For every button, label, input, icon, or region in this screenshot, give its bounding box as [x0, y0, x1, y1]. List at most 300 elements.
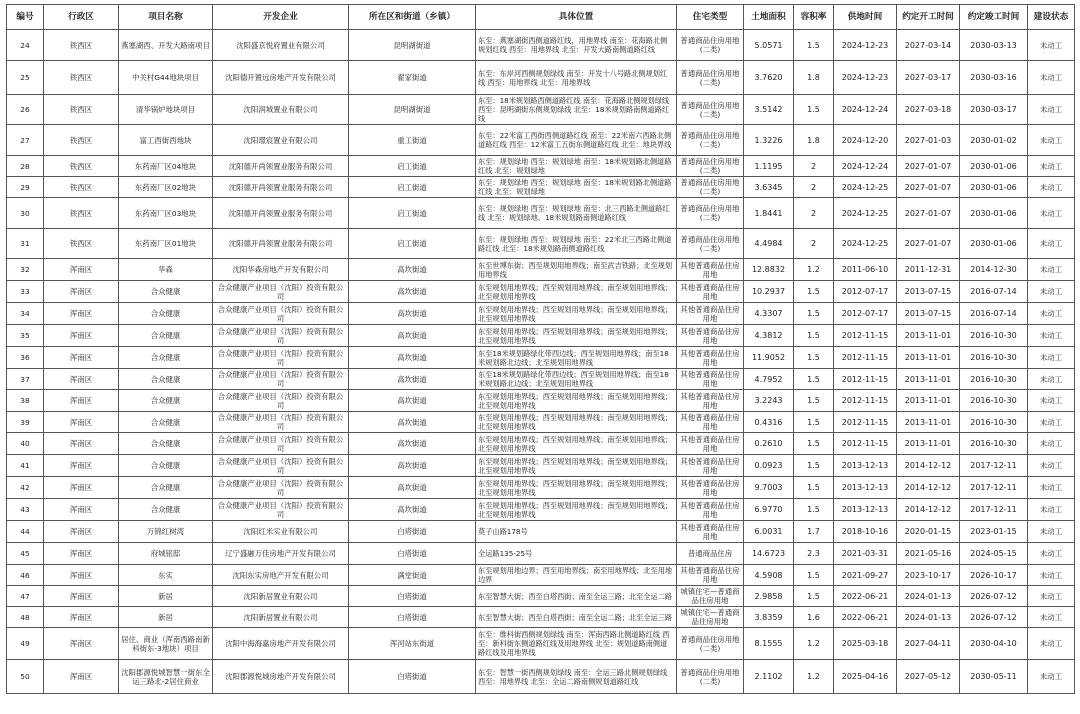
cell-no: 36: [7, 347, 44, 369]
cell-supply-date: 2012-11-15: [834, 369, 897, 390]
cell-developer: 合众健康产业项目（沈阳）投资有限公司: [213, 499, 349, 521]
cell-end-date: 2016-07-14: [960, 281, 1028, 303]
cell-street: 高坎街道: [349, 325, 476, 347]
cell-supply-date: 2024-12-25: [834, 177, 897, 198]
cell-no: 29: [7, 177, 44, 198]
cell-status: 未动工: [1028, 61, 1075, 95]
cell-start-date: 2013-11-01: [897, 369, 960, 390]
cell-supply-date: 2013-12-13: [834, 499, 897, 521]
header-end-date: 约定竣工时间: [960, 5, 1028, 30]
cell-district: 浑南区: [44, 499, 119, 521]
cell-no: 28: [7, 156, 44, 177]
header-far: 容积率: [794, 5, 834, 30]
cell-project: 合众健康: [119, 433, 213, 455]
cell-area: 2.1102: [744, 660, 794, 694]
cell-area: 1.8441: [744, 198, 794, 229]
cell-end-date: 2017-12-11: [960, 455, 1028, 477]
cell-start-date: 2013-11-01: [897, 325, 960, 347]
cell-end-date: 2016-10-30: [960, 369, 1028, 390]
cell-district: 浑南区: [44, 412, 119, 433]
header-street: 所在区和街道（乡镇）: [349, 5, 476, 30]
cell-location: 东至规划用地界线；西至规划用地界线；南至规划用地界线；北至规划用地界线: [476, 433, 677, 455]
cell-supply-date: 2024-12-25: [834, 229, 897, 259]
cell-street: 启工街道: [349, 156, 476, 177]
cell-area: 4.5908: [744, 565, 794, 586]
cell-type: 其他普通商品住房用地: [677, 303, 744, 325]
cell-start-date: 2027-01-07: [897, 177, 960, 198]
cell-developer: 沈阳德开尚领置业服务有限公司: [213, 156, 349, 177]
cell-location: 东至规划用地界线；西至规划用地界线；南至规划用地界线；北至规划用地界线: [476, 390, 677, 412]
cell-type: 普通商品住房用地(二类): [677, 177, 744, 198]
cell-area: 4.7952: [744, 369, 794, 390]
cell-district: 浑南区: [44, 586, 119, 607]
cell-area: 3.2243: [744, 390, 794, 412]
cell-location: 东至规划用地界线；西至规划用地界线；南至规划用地界线；北至规划用地界线: [476, 281, 677, 303]
cell-project: 新居: [119, 586, 213, 607]
table-row: [7, 281, 1075, 303]
cell-no: 42: [7, 477, 44, 499]
table-row: [7, 433, 1075, 455]
cell-location: 东至：维科街西侧规划绿线 南至：浑南西路北侧道路红线 西至：新科街东侧道路红线及用地界线 北至：规划道路南侧道路红线及用地界线: [476, 628, 677, 660]
cell-project: 合众健康: [119, 477, 213, 499]
cell-status: 未动工: [1028, 607, 1075, 628]
cell-project: 合众健康: [119, 303, 213, 325]
cell-status: 未动工: [1028, 499, 1075, 521]
cell-district: 铁西区: [44, 177, 119, 198]
cell-location: 东至18米规划路绿化带西边线；西至规划用地界线；南至18米规划路北边线；北至规划用地界线: [476, 369, 677, 390]
table-row: [7, 660, 1075, 694]
cell-street: 满堂街道: [349, 565, 476, 586]
cell-status: 未动工: [1028, 259, 1075, 281]
cell-no: 41: [7, 455, 44, 477]
cell-developer: 沈阳华森房地产开发有限公司: [213, 259, 349, 281]
cell-area: 11.9052: [744, 347, 794, 369]
cell-street: 高坎街道: [349, 303, 476, 325]
cell-no: 26: [7, 95, 44, 125]
table-row: [7, 499, 1075, 521]
cell-no: 24: [7, 30, 44, 61]
cell-start-date: 2027-01-07: [897, 229, 960, 259]
cell-location: 东至规划用地界线；西至规划用地界线；南至规划用地界线；北至规划用地界线: [476, 477, 677, 499]
cell-far: 1.5: [794, 455, 834, 477]
cell-project: 合众健康: [119, 499, 213, 521]
cell-location: 东至：18米规划路西侧道路红线 南至：花海路北侧规划绿线 西至：昆明湖街东侧规划绿线 北至：18米规划路南侧道路红线: [476, 95, 677, 125]
cell-no: 34: [7, 303, 44, 325]
table-row: [7, 325, 1075, 347]
header-location: 具体位置: [476, 5, 677, 30]
table-row: [7, 455, 1075, 477]
cell-far: 1.5: [794, 347, 834, 369]
cell-supply-date: 2021-09-27: [834, 565, 897, 586]
cell-end-date: 2030-01-06: [960, 156, 1028, 177]
cell-no: 49: [7, 628, 44, 660]
cell-end-date: 2016-10-30: [960, 347, 1028, 369]
cell-developer: 沈阳德开尚领置业服务有限公司: [213, 198, 349, 229]
cell-area: 3.6345: [744, 177, 794, 198]
cell-start-date: 2021-05-16: [897, 543, 960, 565]
cell-type: 其他普通商品住房用地: [677, 433, 744, 455]
cell-district: 铁西区: [44, 229, 119, 259]
cell-status: 未动工: [1028, 125, 1075, 156]
cell-location: 东至规划用地界线；西至规划用地界线；南至规划用地界线；北至规划用地界线: [476, 303, 677, 325]
table-row: [7, 347, 1075, 369]
cell-project: 合众健康: [119, 347, 213, 369]
cell-far: 1.5: [794, 412, 834, 433]
cell-street: 高坎街道: [349, 259, 476, 281]
cell-end-date: 2030-03-16: [960, 61, 1028, 95]
cell-end-date: 2017-12-11: [960, 499, 1028, 521]
cell-supply-date: 2024-12-23: [834, 61, 897, 95]
cell-far: 1.5: [794, 499, 834, 521]
cell-far: 1.2: [794, 660, 834, 694]
cell-street: 高坎街道: [349, 281, 476, 303]
cell-type: 普通商品住房用地(二类): [677, 229, 744, 259]
cell-supply-date: 2012-11-15: [834, 412, 897, 433]
cell-type: 其他普通商品住房用地: [677, 369, 744, 390]
cell-project: 燕塞湖西、开发大路南项目: [119, 30, 213, 61]
cell-street: 白塔街道: [349, 521, 476, 543]
cell-street: 高坎街道: [349, 455, 476, 477]
cell-area: 8.1555: [744, 628, 794, 660]
cell-supply-date: 2024-12-20: [834, 125, 897, 156]
cell-type: 普通商品住房用地(二类): [677, 61, 744, 95]
cell-status: 未动工: [1028, 95, 1075, 125]
cell-project: 东药南厂区02地块: [119, 177, 213, 198]
cell-location: 全运路135-25号: [476, 543, 677, 565]
cell-end-date: 2030-03-13: [960, 30, 1028, 61]
cell-end-date: 2026-07-12: [960, 586, 1028, 607]
header-type: 住宅类型: [677, 5, 744, 30]
cell-status: 未动工: [1028, 412, 1075, 433]
cell-end-date: 2016-10-30: [960, 412, 1028, 433]
table-row: [7, 543, 1075, 565]
cell-end-date: 2016-07-14: [960, 303, 1028, 325]
cell-supply-date: 2024-12-24: [834, 95, 897, 125]
cell-location: 东至：规划绿地 西至：规划绿地 南至：北三西路北侧道路红线 北至：规划绿地、18米规划路南侧道路红线: [476, 198, 677, 229]
cell-street: 白塔街道: [349, 660, 476, 694]
cell-supply-date: 2022-06-21: [834, 586, 897, 607]
cell-area: 1.1195: [744, 156, 794, 177]
cell-end-date: 2030-01-06: [960, 229, 1028, 259]
cell-status: 未动工: [1028, 303, 1075, 325]
cell-far: 2.3: [794, 543, 834, 565]
table-row: [7, 198, 1075, 229]
table-row: [7, 156, 1075, 177]
cell-street: 重工街道: [349, 125, 476, 156]
cell-district: 铁西区: [44, 156, 119, 177]
table-row: [7, 303, 1075, 325]
cell-status: 未动工: [1028, 30, 1075, 61]
cell-no: 50: [7, 660, 44, 694]
cell-far: 2: [794, 156, 834, 177]
cell-district: 浑南区: [44, 325, 119, 347]
cell-status: 未动工: [1028, 390, 1075, 412]
cell-far: 2: [794, 177, 834, 198]
cell-end-date: 2026-07-12: [960, 607, 1028, 628]
cell-type: 其他普通商品住房用地: [677, 325, 744, 347]
cell-status: 未动工: [1028, 433, 1075, 455]
cell-district: 浑南区: [44, 628, 119, 660]
cell-developer: 合众健康产业项目（沈阳）投资有限公司: [213, 347, 349, 369]
cell-project: 合众健康: [119, 369, 213, 390]
cell-project: 府城铭邸: [119, 543, 213, 565]
cell-street: 昆明湖街道: [349, 30, 476, 61]
cell-start-date: 2013-11-01: [897, 390, 960, 412]
cell-type: 其他普通商品住房用地: [677, 412, 744, 433]
cell-street: 启工街道: [349, 198, 476, 229]
cell-project: 清华锅炉地块项目: [119, 95, 213, 125]
cell-end-date: 2030-01-06: [960, 198, 1028, 229]
cell-supply-date: 2018-10-16: [834, 521, 897, 543]
cell-type: 普通商品住房用地(二类): [677, 95, 744, 125]
cell-status: 未动工: [1028, 586, 1075, 607]
cell-supply-date: 2024-12-24: [834, 156, 897, 177]
table-row: [7, 390, 1075, 412]
cell-location: 东至规划用地界线；西至规划用地界线；南至规划用地界线；北至规划用地界线: [476, 499, 677, 521]
table-row: [7, 95, 1075, 125]
cell-district: 浑南区: [44, 660, 119, 694]
cell-district: 铁西区: [44, 95, 119, 125]
table-row: [7, 177, 1075, 198]
cell-status: 未动工: [1028, 628, 1075, 660]
cell-street: 高坎街道: [349, 369, 476, 390]
cell-type: 其他普通商品住房用地: [677, 455, 744, 477]
cell-start-date: 2027-03-17: [897, 61, 960, 95]
cell-start-date: 2013-11-01: [897, 412, 960, 433]
cell-start-date: 2011-12-31: [897, 259, 960, 281]
cell-far: 1.5: [794, 95, 834, 125]
cell-location: 东至：22米富工西街西侧道路红线 南至：22米南六西路北侧道路红线 西至：12米富工五街东侧道路红线 北至：地块界线: [476, 125, 677, 156]
cell-type: 其他普通商品住房用地: [677, 281, 744, 303]
cell-end-date: 2030-01-02: [960, 125, 1028, 156]
table-row: [7, 30, 1075, 61]
cell-no: 27: [7, 125, 44, 156]
cell-area: 0.2610: [744, 433, 794, 455]
cell-developer: 合众健康产业项目（沈阳）投资有限公司: [213, 390, 349, 412]
cell-project: 合众健康: [119, 281, 213, 303]
table-row: [7, 125, 1075, 156]
cell-developer: 合众健康产业项目（沈阳）投资有限公司: [213, 281, 349, 303]
cell-area: 1.3226: [744, 125, 794, 156]
cell-no: 38: [7, 390, 44, 412]
cell-area: 3.7620: [744, 61, 794, 95]
cell-status: 未动工: [1028, 521, 1075, 543]
cell-no: 31: [7, 229, 44, 259]
cell-developer: 沈阳德开置远房地产开发有限公司: [213, 61, 349, 95]
cell-start-date: 2020-01-15: [897, 521, 960, 543]
cell-area: 4.3812: [744, 325, 794, 347]
cell-far: 1.5: [794, 565, 834, 586]
cell-end-date: 2030-05-11: [960, 660, 1028, 694]
cell-type: 其他普通商品住房用地: [677, 259, 744, 281]
table-row: [7, 477, 1075, 499]
cell-no: 47: [7, 586, 44, 607]
cell-end-date: 2030-03-17: [960, 95, 1028, 125]
cell-district: 铁西区: [44, 30, 119, 61]
header-area: 土地面积: [744, 5, 794, 30]
cell-far: 1.5: [794, 325, 834, 347]
table-row: [7, 259, 1075, 281]
cell-start-date: 2027-04-11: [897, 628, 960, 660]
cell-no: 33: [7, 281, 44, 303]
header-developer: 开发企业: [213, 5, 349, 30]
cell-start-date: 2024-01-13: [897, 586, 960, 607]
cell-status: 未动工: [1028, 325, 1075, 347]
cell-project: 东实: [119, 565, 213, 586]
cell-area: 6.0031: [744, 521, 794, 543]
cell-developer: 沈阳东实房地产开发有限公司: [213, 565, 349, 586]
cell-far: 1.5: [794, 369, 834, 390]
cell-district: 浑南区: [44, 369, 119, 390]
cell-supply-date: 2025-04-16: [834, 660, 897, 694]
cell-far: 1.6: [794, 607, 834, 628]
cell-no: 30: [7, 198, 44, 229]
header-no: 编号: [7, 5, 44, 30]
cell-area: 12.8832: [744, 259, 794, 281]
cell-supply-date: 2012-07-17: [834, 281, 897, 303]
cell-far: 1.5: [794, 477, 834, 499]
cell-district: 浑南区: [44, 455, 119, 477]
table-row: [7, 521, 1075, 543]
cell-street: 翟家街道: [349, 61, 476, 95]
cell-supply-date: 2012-11-15: [834, 325, 897, 347]
cell-developer: 合众健康产业项目（沈阳）投资有限公司: [213, 303, 349, 325]
cell-status: 未动工: [1028, 198, 1075, 229]
cell-area: 5.0571: [744, 30, 794, 61]
cell-end-date: 2026-10-17: [960, 565, 1028, 586]
cell-end-date: 2024-05-15: [960, 543, 1028, 565]
cell-no: 39: [7, 412, 44, 433]
cell-supply-date: 2024-12-23: [834, 30, 897, 61]
cell-supply-date: 2021-03-31: [834, 543, 897, 565]
cell-end-date: 2016-10-30: [960, 325, 1028, 347]
cell-supply-date: 2012-11-15: [834, 433, 897, 455]
cell-supply-date: 2012-11-15: [834, 390, 897, 412]
cell-supply-date: 2024-12-25: [834, 198, 897, 229]
cell-developer: 沈阳新居置业有限公司: [213, 607, 349, 628]
cell-no: 25: [7, 61, 44, 95]
cell-end-date: 2014-12-30: [960, 259, 1028, 281]
cell-location: 东至：智慧一街西侧规划绿线 南至：全运三路北侧规划绿线 西至：用地界线 北至：全运二路南侧规划道路红线: [476, 660, 677, 694]
cell-district: 浑南区: [44, 565, 119, 586]
cell-far: 2: [794, 198, 834, 229]
cell-far: 1.8: [794, 61, 834, 95]
cell-supply-date: 2012-07-17: [834, 303, 897, 325]
table-body: [7, 30, 1075, 694]
cell-area: 3.5142: [744, 95, 794, 125]
cell-type: 其他普通商品住房用地: [677, 499, 744, 521]
cell-developer: 沈阳润城置业有限公司: [213, 95, 349, 125]
cell-district: 浑南区: [44, 303, 119, 325]
cell-start-date: 2014-12-12: [897, 499, 960, 521]
cell-district: 浑南区: [44, 281, 119, 303]
cell-street: 白塔街道: [349, 607, 476, 628]
cell-street: 高坎街道: [349, 412, 476, 433]
cell-end-date: 2023-01-15: [960, 521, 1028, 543]
cell-type: 其他普通商品住房用地: [677, 390, 744, 412]
header-start-date: 约定开工时间: [897, 5, 960, 30]
cell-start-date: 2027-03-14: [897, 30, 960, 61]
cell-street: 高坎街道: [349, 433, 476, 455]
cell-location: 莫子山路178号: [476, 521, 677, 543]
cell-district: 浑南区: [44, 543, 119, 565]
cell-far: 1.5: [794, 433, 834, 455]
cell-project: 东药南厂区04地块: [119, 156, 213, 177]
cell-location: 东至：规划绿地 西至：规划绿地 南至：22米北三西路北侧道路红线 北至：18米规划路南侧道路红线: [476, 229, 677, 259]
cell-start-date: 2023-10-17: [897, 565, 960, 586]
cell-developer: 沈阳盛京悦府置业有限公司: [213, 30, 349, 61]
cell-district: 铁西区: [44, 61, 119, 95]
cell-start-date: 2014-12-12: [897, 455, 960, 477]
cell-far: 1.5: [794, 30, 834, 61]
cell-start-date: 2027-01-03: [897, 125, 960, 156]
cell-status: 未动工: [1028, 565, 1075, 586]
cell-street: 白塔街道: [349, 543, 476, 565]
cell-status: 未动工: [1028, 369, 1075, 390]
cell-status: 未动工: [1028, 543, 1075, 565]
table-row: [7, 61, 1075, 95]
cell-location: 东至智慧大街；西至白塔西街；南至全运二路；北至全运三路: [476, 607, 677, 628]
cell-project: 万锦红树湾: [119, 521, 213, 543]
cell-type: 其他普通商品住房用地: [677, 521, 744, 543]
cell-area: 6.9770: [744, 499, 794, 521]
cell-end-date: 2016-10-30: [960, 390, 1028, 412]
cell-project: 合众健康: [119, 412, 213, 433]
cell-project: 合众健康: [119, 325, 213, 347]
cell-no: 45: [7, 543, 44, 565]
cell-project: 东药南厂区03地块: [119, 198, 213, 229]
cell-type: 普通商品住房用地(二类): [677, 156, 744, 177]
cell-district: 浑南区: [44, 433, 119, 455]
table-row: [7, 412, 1075, 433]
cell-location: 东至世博东街；西至规划用地界线；南至武吉铁路；北至规划用地界线: [476, 259, 677, 281]
cell-location: 东至规划用地边界；西至用地界线；南至用地界线；北至用地边界: [476, 565, 677, 586]
cell-status: 未动工: [1028, 660, 1075, 694]
cell-street: 高坎街道: [349, 499, 476, 521]
cell-start-date: 2013-07-15: [897, 281, 960, 303]
cell-type: 其他普通商品住房用地: [677, 565, 744, 586]
cell-developer: 沈阳红米实业有限公司: [213, 521, 349, 543]
cell-area: 9.7003: [744, 477, 794, 499]
cell-far: 2: [794, 229, 834, 259]
cell-end-date: 2017-12-11: [960, 477, 1028, 499]
cell-area: 4.3307: [744, 303, 794, 325]
cell-supply-date: 2025-03-18: [834, 628, 897, 660]
cell-street: 高坎街道: [349, 347, 476, 369]
cell-street: 昆明湖街道: [349, 95, 476, 125]
cell-far: 1.5: [794, 390, 834, 412]
cell-project: 合众健康: [119, 455, 213, 477]
cell-status: 未动工: [1028, 455, 1075, 477]
cell-status: 未动工: [1028, 229, 1075, 259]
cell-status: 未动工: [1028, 177, 1075, 198]
cell-street: 白塔街道: [349, 586, 476, 607]
cell-status: 未动工: [1028, 156, 1075, 177]
cell-no: 43: [7, 499, 44, 521]
cell-area: 3.8359: [744, 607, 794, 628]
cell-project: 华森: [119, 259, 213, 281]
cell-developer: 合众健康产业项目（沈阳）投资有限公司: [213, 477, 349, 499]
cell-street: 高坎街道: [349, 477, 476, 499]
cell-location: 东至18米规划路绿化带西边线；西至规划用地界线；南至18米规划路北边线；北至规划用地界线: [476, 347, 677, 369]
cell-developer: 合众健康产业项目（沈阳）投资有限公司: [213, 455, 349, 477]
cell-far: 1.5: [794, 586, 834, 607]
cell-start-date: 2027-01-07: [897, 156, 960, 177]
cell-developer: 沈阳德开尚领置业服务有限公司: [213, 177, 349, 198]
cell-district: 铁西区: [44, 198, 119, 229]
cell-type: 普通商品住房用地(二类): [677, 628, 744, 660]
cell-no: 44: [7, 521, 44, 543]
